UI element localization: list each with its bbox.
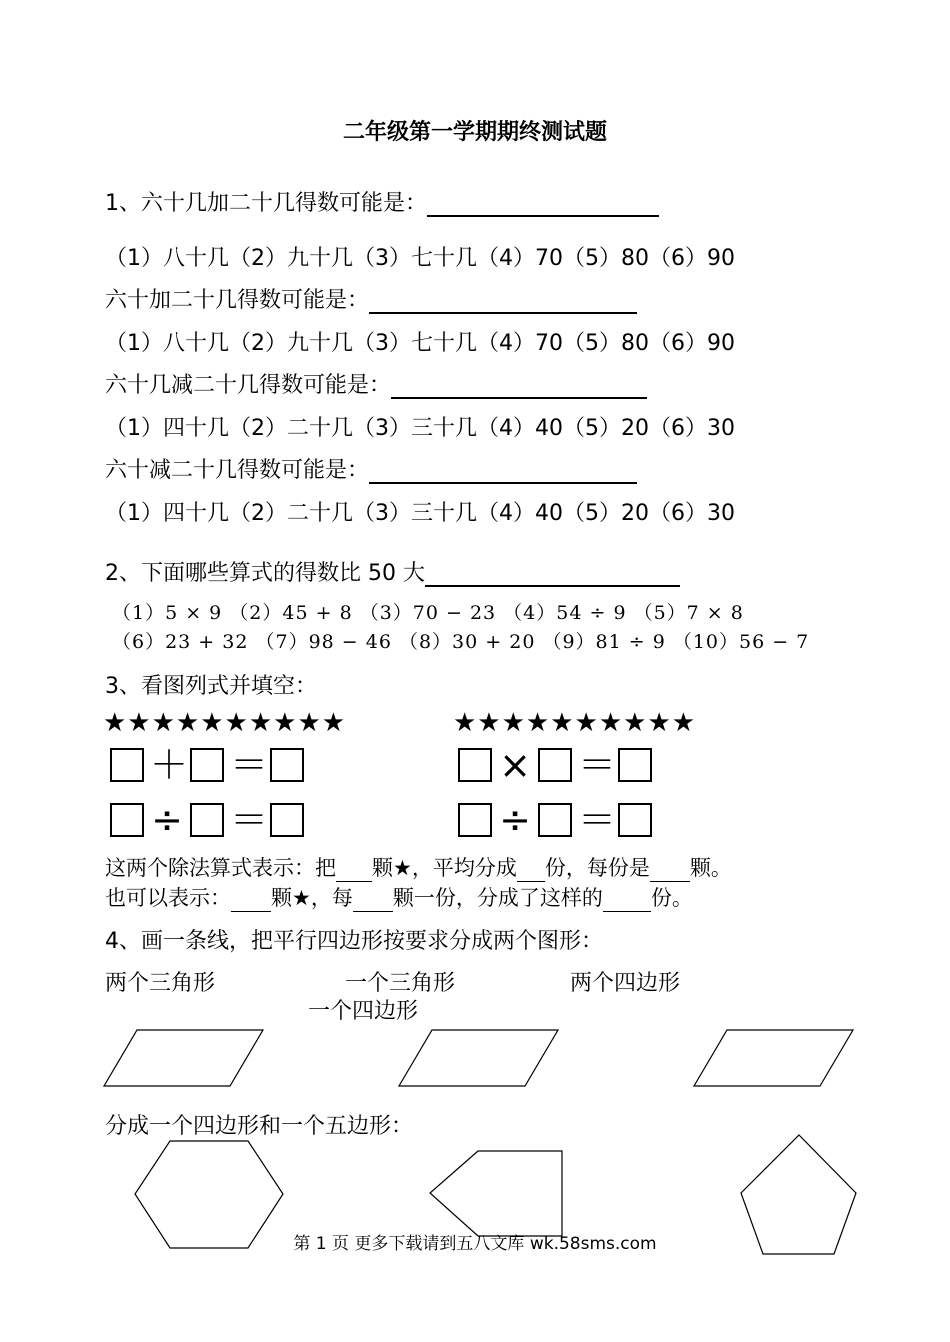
text: 颗。 (689, 856, 732, 880)
q1-prompt-3-text: 六十几减二十几得数可能是： (105, 373, 392, 398)
stars-right: ★★★★★★★★★★ (453, 708, 697, 738)
divide-sign: ÷ (151, 798, 183, 842)
parallelogram-1[interactable] (104, 1030, 263, 1086)
label-two-quadrilaterals: 两个四边形 (570, 971, 681, 996)
label-one-triangle: 一个三角形 (345, 971, 456, 996)
q1-prompt-4-text: 六十减二十几得数可能是： (105, 458, 370, 483)
q1-prompt-1-text: 1、六十几加二十几得数可能是： (105, 191, 427, 216)
text: 份。 (650, 886, 693, 910)
text: 这两个除法算式表示：把 (105, 856, 336, 880)
q1-options-3: （1）四十几（2）二十几（3）三十几（4）40（5）20（6）30 (105, 416, 735, 441)
divide-sign: ÷ (499, 798, 531, 842)
q1-options-2: （1）八十几（2）九十几（3）七十几（4）70（5）80（6）90 (105, 331, 735, 356)
text: 颗一份，分成了这样的 (392, 886, 603, 910)
equals-sign: ＝ (230, 743, 269, 787)
q3-prompt: 3、看图列式并填空： (105, 674, 317, 699)
label-two-triangles: 两个三角形 (105, 971, 216, 996)
arrow-pentagon[interactable] (430, 1151, 562, 1236)
q1-prompt-2-text: 六十加二十几得数可能是： (105, 288, 370, 313)
equals-sign: ＝ (578, 798, 617, 842)
q2-prompt-text: 2、下面哪些算式的得数比 50 大 (105, 561, 425, 586)
q4-prompt: 4、画一条线，把平行四边形按要求分成两个图形： (105, 929, 603, 954)
equals-sign: ＝ (230, 798, 269, 842)
q1-options-1: （1）八十几（2）九十几（3）七十几（4）70（5）80（6）90 (105, 246, 735, 271)
text: 份，每份是 (544, 856, 650, 880)
text: 也可以表示： (105, 886, 231, 910)
parallelogram-2[interactable] (399, 1030, 558, 1086)
label-one-quadrilateral: 一个四边形 (308, 999, 419, 1024)
stars-left: ★★★★★★★★★★ (103, 708, 347, 738)
times-sign: × (499, 743, 531, 787)
q2-expressions-row-2: （6）23 + 32 （7）98 − 46 （8）30 + 20 （9）81 ÷ 9 （10）56 − 7 (112, 631, 810, 653)
plus-sign: ＋ (150, 743, 189, 787)
page-title: 二年级第一学期期终测试题 (342, 120, 607, 145)
q4-prompt-2: 分成一个四边形和一个五边形： (105, 1114, 414, 1139)
page-footer: 第 1 页 更多下载请到五八文库 wk.58sms.com (293, 1234, 657, 1254)
text: 颗★，每 (271, 886, 353, 910)
parallelogram-3[interactable] (694, 1030, 853, 1086)
equals-sign: ＝ (578, 743, 617, 787)
q1-options-4: （1）四十几（2）二十几（3）三十几（4）40（5）20（6）30 (105, 501, 735, 526)
q2-expressions-row-1: （1）5 × 9 （2）45 + 8 （3）70 − 23 （4）54 ÷ 9 （5）7 × 8 (112, 602, 744, 624)
text: 颗★，平均分成 (372, 856, 517, 880)
